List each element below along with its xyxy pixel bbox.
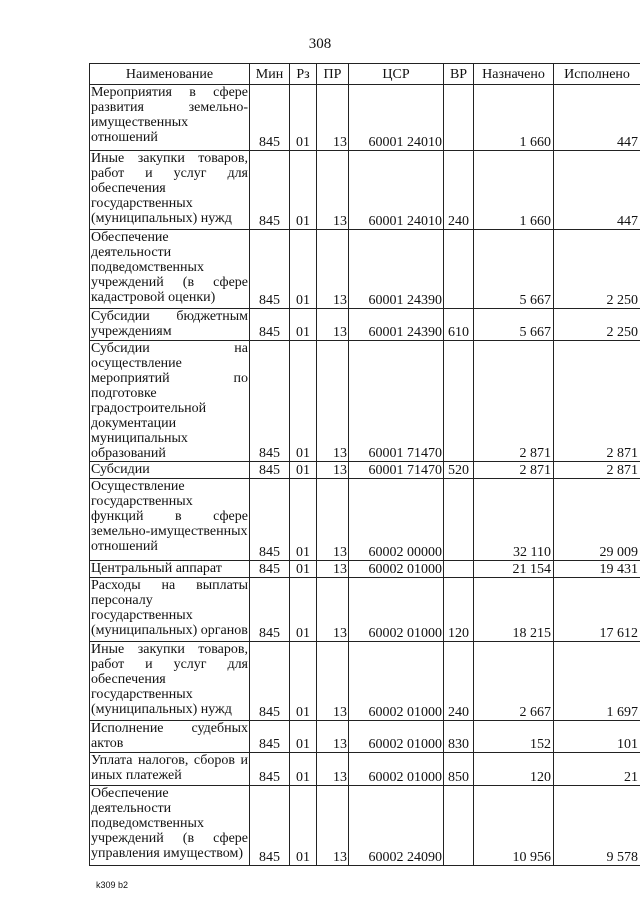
row-csr: 60001 24390 bbox=[349, 309, 444, 341]
row-pr: 13 bbox=[317, 479, 349, 561]
row-vr: 520 bbox=[444, 462, 474, 479]
row-assigned: 5 667 bbox=[474, 309, 554, 341]
row-rz: 01 bbox=[290, 230, 317, 309]
row-csr: 60001 71470 bbox=[349, 462, 444, 479]
row-csr: 60002 01000 bbox=[349, 578, 444, 642]
row-executed: 21 bbox=[554, 753, 640, 786]
row-name: Исполнение судебных актов bbox=[91, 721, 248, 751]
row-rz: 01 bbox=[290, 786, 317, 866]
row-name: Осуществление государственных функций в сфере земельно-имущественных отношений bbox=[90, 479, 250, 561]
row-assigned: 152 bbox=[474, 721, 554, 753]
table-row bbox=[90, 561, 640, 578]
row-min: 845 bbox=[250, 561, 290, 578]
row-executed: 2 250 bbox=[554, 230, 640, 309]
row-rz: 01 bbox=[290, 85, 317, 151]
row-executed: 2 871 bbox=[554, 341, 640, 462]
row-name: Мероприятия в сфере развития земельно-имущественных отношений bbox=[90, 85, 250, 151]
page-number: 308 bbox=[308, 36, 332, 52]
table-row bbox=[90, 721, 640, 753]
col-header-name: Наименование bbox=[90, 64, 250, 85]
row-assigned: 1 660 bbox=[474, 151, 554, 230]
row-vr bbox=[444, 786, 474, 866]
row-executed: 447 bbox=[554, 151, 640, 230]
row-assigned: 1 660 bbox=[474, 85, 554, 151]
row-name: Иные закупки товаров, работ и услуг для обеспечения государственных (муниципальных) нужд bbox=[90, 151, 250, 230]
row-vr: 610 bbox=[444, 309, 474, 341]
row-vr: 240 bbox=[444, 642, 474, 721]
row-name: Расходы на выплаты персоналу государственных (муниципальных) органов bbox=[90, 578, 250, 642]
row-min: 845 bbox=[250, 753, 290, 786]
row-min: 845 bbox=[250, 341, 290, 462]
footer-code: k309 b2 bbox=[96, 880, 129, 890]
col-header-vr: ВР bbox=[444, 64, 474, 85]
row-csr: 60002 01000 bbox=[349, 721, 444, 753]
row-vr bbox=[444, 479, 474, 561]
row-name: Субсидии bbox=[90, 462, 250, 479]
row-vr bbox=[444, 341, 474, 462]
row-rz: 01 bbox=[290, 462, 317, 479]
table-row bbox=[90, 341, 640, 462]
row-min: 845 bbox=[250, 151, 290, 230]
table-row bbox=[90, 642, 640, 721]
row-pr: 13 bbox=[317, 642, 349, 721]
row-rz: 01 bbox=[290, 642, 317, 721]
row-assigned: 2 871 bbox=[474, 462, 554, 479]
row-pr: 13 bbox=[317, 753, 349, 786]
col-header-executed: Исполнено bbox=[554, 64, 640, 85]
row-assigned: 10 956 bbox=[474, 786, 554, 866]
row-executed: 1 697 bbox=[554, 642, 640, 721]
row-assigned: 120 bbox=[474, 753, 554, 786]
table-row bbox=[90, 85, 640, 151]
row-pr: 13 bbox=[317, 151, 349, 230]
row-min: 845 bbox=[250, 462, 290, 479]
row-name: Центральный аппарат bbox=[90, 561, 250, 578]
row-executed: 19 431 bbox=[554, 561, 640, 578]
row-assigned: 32 110 bbox=[474, 479, 554, 561]
row-min: 845 bbox=[250, 230, 290, 309]
row-assigned: 5 667 bbox=[474, 230, 554, 309]
row-min: 845 bbox=[250, 85, 290, 151]
row-csr: 60002 24090 bbox=[349, 786, 444, 866]
row-name: Субсидии бюджетным учреждениям bbox=[91, 309, 248, 339]
row-rz: 01 bbox=[290, 479, 317, 561]
row-rz: 01 bbox=[290, 341, 317, 462]
row-vr bbox=[444, 85, 474, 151]
col-header-csr: ЦСР bbox=[349, 64, 444, 85]
row-pr: 13 bbox=[317, 786, 349, 866]
budget-table bbox=[89, 63, 640, 866]
row-csr: 60002 00000 bbox=[349, 479, 444, 561]
row-rz: 01 bbox=[290, 561, 317, 578]
row-pr: 13 bbox=[317, 230, 349, 309]
row-rz: 01 bbox=[290, 151, 317, 230]
row-name: Обеспечение деятельности подведомственных учреждений (в сфере кадастровой оценки) bbox=[90, 230, 250, 309]
table-header-row bbox=[90, 64, 640, 85]
table-row bbox=[90, 786, 640, 866]
table-row bbox=[90, 309, 640, 341]
row-rz: 01 bbox=[290, 753, 317, 786]
row-min: 845 bbox=[250, 786, 290, 866]
row-csr: 60002 01000 bbox=[349, 642, 444, 721]
row-pr: 13 bbox=[317, 561, 349, 578]
row-name: Субсидии на осуществление мероприятий по подготовке градостроительной документации муниципальных образований bbox=[91, 341, 248, 461]
row-csr: 60001 24010 bbox=[349, 151, 444, 230]
row-min: 845 bbox=[250, 642, 290, 721]
row-vr: 850 bbox=[444, 753, 474, 786]
row-vr: 830 bbox=[444, 721, 474, 753]
row-pr: 13 bbox=[317, 341, 349, 462]
row-vr bbox=[444, 230, 474, 309]
row-csr: 60002 01000 bbox=[349, 753, 444, 786]
row-min: 845 bbox=[250, 578, 290, 642]
row-min: 845 bbox=[250, 721, 290, 753]
table-row bbox=[90, 462, 640, 479]
row-vr: 240 bbox=[444, 151, 474, 230]
row-executed: 29 009 bbox=[554, 479, 640, 561]
row-executed: 101 bbox=[554, 721, 640, 753]
table-row bbox=[90, 479, 640, 561]
row-csr: 60002 01000 bbox=[349, 561, 444, 578]
row-csr: 60001 71470 bbox=[349, 341, 444, 462]
row-pr: 13 bbox=[317, 85, 349, 151]
row-executed: 17 612 bbox=[554, 578, 640, 642]
col-header-rz: Рз bbox=[290, 64, 317, 85]
table-row bbox=[90, 151, 640, 230]
row-vr: 120 bbox=[444, 578, 474, 642]
row-pr: 13 bbox=[317, 578, 349, 642]
row-name: Обеспечение деятельности подведомственных учреждений (в сфере управления имуществом) bbox=[90, 786, 250, 866]
row-assigned: 2 871 bbox=[474, 341, 554, 462]
col-header-pr: ПР bbox=[317, 64, 349, 85]
row-csr: 60001 24010 bbox=[349, 85, 444, 151]
row-min: 845 bbox=[250, 479, 290, 561]
row-min: 845 bbox=[250, 309, 290, 341]
row-executed: 2 871 bbox=[554, 462, 640, 479]
row-assigned: 2 667 bbox=[474, 642, 554, 721]
row-pr: 13 bbox=[317, 309, 349, 341]
row-executed: 2 250 bbox=[554, 309, 640, 341]
row-name: Уплата налогов, сборов и иных платежей bbox=[90, 753, 250, 786]
row-executed: 9 578 bbox=[554, 786, 640, 866]
col-header-assigned: Назначено bbox=[474, 64, 554, 85]
row-pr: 13 bbox=[317, 721, 349, 753]
table-row bbox=[90, 753, 640, 786]
row-rz: 01 bbox=[290, 721, 317, 753]
table-row bbox=[90, 230, 640, 309]
table-row bbox=[90, 578, 640, 642]
row-vr bbox=[444, 561, 474, 578]
row-rz: 01 bbox=[290, 309, 317, 341]
row-csr: 60001 24390 bbox=[349, 230, 444, 309]
row-pr: 13 bbox=[317, 462, 349, 479]
row-rz: 01 bbox=[290, 578, 317, 642]
row-assigned: 18 215 bbox=[474, 578, 554, 642]
col-header-min: Мин bbox=[250, 64, 290, 85]
row-executed: 447 bbox=[554, 85, 640, 151]
row-name: Иные закупки товаров, работ и услуг для обеспечения государственных (муниципальных) нужд bbox=[90, 642, 250, 721]
row-assigned: 21 154 bbox=[474, 561, 554, 578]
